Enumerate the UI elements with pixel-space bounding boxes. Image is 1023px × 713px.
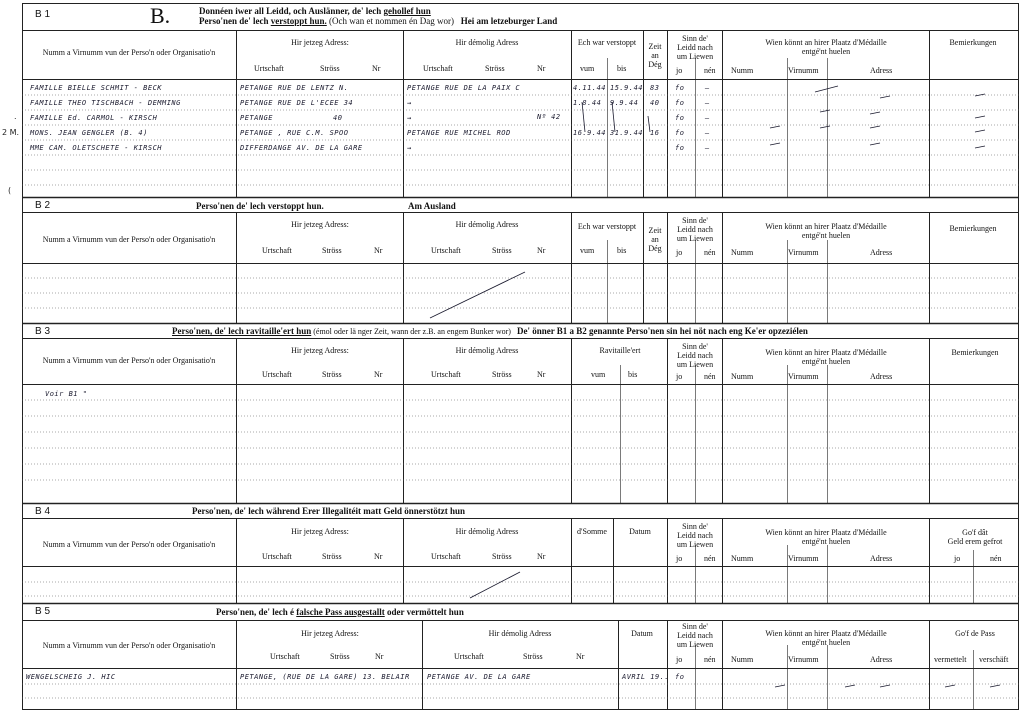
b1-row-4-no: — xyxy=(705,129,710,137)
b3-sub-yes: jo xyxy=(676,372,683,381)
b1-sub-address: Adress xyxy=(870,66,893,75)
b2-col-medal-1: Wien könnt an hirer Plaatz d'Médaille xyxy=(765,222,887,231)
b3-col-current-address: Hir jetzeg Adress: xyxy=(291,346,349,355)
b1-row-2-days: 40 xyxy=(650,99,660,107)
b1-row-3-current: PETANGE xyxy=(240,114,274,122)
b2-sub-nr-2: Nr xyxy=(537,246,546,255)
b1-row-4-name: MONS. JEAN GENGLER (B. 4) xyxy=(30,129,148,137)
b2-sub-place-2: Urtschaft xyxy=(431,246,461,255)
b5-col-current-address: Hir jetzeg Adress: xyxy=(301,629,359,638)
b5-col-demolished-address: Hir démolig Adress xyxy=(488,629,552,638)
b4-col-sum: d'Somme xyxy=(577,527,607,536)
b5-sub-vermettelt: vermettelt xyxy=(934,655,967,664)
margin-mark-1: 2 M. xyxy=(2,128,20,137)
b1-col-time-1: Zeit xyxy=(648,42,662,51)
b2-sub-place: Urtschaft xyxy=(262,246,292,255)
b5-row-current: PETANGE, (RUE DE LA GARE) 13. BELAIR xyxy=(240,673,410,681)
b1-row-1-demolished: PETANGE RUE DE LA PAIX C xyxy=(407,84,521,92)
b1-sub-from: vum xyxy=(580,64,595,73)
b5-row-yes: fo xyxy=(675,673,685,681)
b4-diagonal-strike xyxy=(470,572,520,598)
b5-col-medal-2: entgé'nt huelen xyxy=(801,638,851,647)
b4-col-medal-1: Wien könnt an hirer Plaatz d'Médaille xyxy=(765,528,887,537)
b1-sub-virnumm: Virnumm xyxy=(788,66,819,75)
b1-row-2-from: 1.8.44 xyxy=(573,99,602,107)
b1-row-4-from: 16.9.44 xyxy=(573,129,607,137)
b5-row-demolished: PETANGE AV. DE LA GARE xyxy=(427,673,531,681)
b1-sub-nr: Nr xyxy=(372,64,381,73)
b1-col-lost-3: um Liewen xyxy=(676,52,714,61)
margin-mark-3: . xyxy=(14,112,17,121)
b1-row-3-nr: 40 xyxy=(333,114,343,122)
b5-col-lost-2: Leidd nach xyxy=(677,631,713,640)
b1-row-1-days: 83 xyxy=(650,84,660,92)
b2-col-medal-2: entgé'nt huelen xyxy=(801,231,851,240)
margin-mark-2: ( xyxy=(8,186,12,195)
b2-col-current-address: Hir jetzeg Adress: xyxy=(291,220,349,229)
b1-row-5-yes: fo xyxy=(675,144,685,152)
b1-dem-nr-mark: Nº 42 xyxy=(537,113,561,121)
b1-row-4-current: PETANGE , RUE C.M. SPOO xyxy=(240,129,349,137)
b3-sub-nr: Nr xyxy=(374,370,383,379)
b4-sub-nr: Nr xyxy=(374,552,383,561)
b4-col-money-2: Geld erem gefrot xyxy=(947,537,1003,546)
b3-col-medal-1: Wien könnt an hirer Plaatz d'Médaille xyxy=(765,348,887,357)
b1-row-3-no: — xyxy=(705,114,710,122)
b5-col-medal-1: Wien könnt an hirer Plaatz d'Médaille xyxy=(765,629,887,638)
b4-col-lost-1: Sinn de' xyxy=(682,522,708,531)
b3-sub-no: nén xyxy=(704,372,716,381)
b3-sub-street-2: Ströss xyxy=(492,370,512,379)
b2-sub-numm: Numm xyxy=(731,248,754,257)
b1-sub-place-2: Urtschaft xyxy=(423,64,453,73)
b2-col-lost-2: Leidd nach xyxy=(677,225,713,234)
b2-title: Perso'nen de' lech verstoppt hun. xyxy=(196,201,324,211)
b1-col-medal-1: Wien könnt an hirer Plaatz d'Médaille xyxy=(765,38,887,47)
b1-row-2-no: — xyxy=(705,99,710,107)
b1-row-3-demolished: → xyxy=(407,114,412,122)
b5-section-id: B 5 xyxy=(35,606,51,617)
b3-sub-street: Ströss xyxy=(322,370,342,379)
b4-sub-yes-2: jo xyxy=(954,554,961,563)
b1-row-5-no: — xyxy=(705,144,710,152)
b2-sub-nr: Nr xyxy=(374,246,383,255)
b5-row-date: AVRIL 19.. xyxy=(622,673,670,681)
b1-col-medal-2: entgé'nt huelen xyxy=(801,47,851,56)
b1-sub-yes: jo xyxy=(676,66,683,75)
b4-col-demolished-address: Hir démolig Adress xyxy=(455,527,519,536)
b2-col-lost-1: Sinn de' xyxy=(682,216,708,225)
b5-sub-address: Adress xyxy=(870,655,893,664)
b4-title: Perso'nen, de' lech während Erer Illegalitéit matt Geld önnerstötzt hun xyxy=(192,506,465,516)
b5-sub-yes: jo xyxy=(676,655,683,664)
b2-title-location: Am Ausland xyxy=(408,201,456,211)
b4-sub-street-2: Ströss xyxy=(492,552,512,561)
b1-sub-numm: Numm xyxy=(731,66,754,75)
b3-col-lost-2: Leidd nach xyxy=(677,351,713,360)
b3-sub-virnumm: Virnumm xyxy=(788,372,819,381)
b1-col-lost-2: Leidd nach xyxy=(677,43,713,52)
b1-row-1-current: PETANGE RUE DE LENTZ N. xyxy=(240,84,349,92)
b4-sub-place-2: Urtschaft xyxy=(431,552,461,561)
b2-col-hidden: Ech war verstoppt xyxy=(577,222,637,231)
b2-sub-virnumm: Virnumm xyxy=(788,248,819,257)
b3-col-ravit: Ravitaille'ert xyxy=(599,346,641,355)
b2-col-time-2: an xyxy=(651,235,659,244)
b5-sub-nr-2: Nr xyxy=(576,652,585,661)
b3-col-medal-2: entgé'nt huelen xyxy=(801,357,851,366)
b1-row-1-no: — xyxy=(705,84,710,92)
b5-sub-numm: Numm xyxy=(731,655,754,664)
b5-sub-street-2: Ströss xyxy=(523,652,543,661)
b1-row-3-name: FAMILLE Ed. CARMOL - KIRSCH xyxy=(30,114,158,122)
b5-sub-place-2: Urtschaft xyxy=(454,652,484,661)
b1-sub-place: Urtschaft xyxy=(254,64,284,73)
b1-section-id: B 1 xyxy=(35,9,51,20)
b3-sub-place-2: Urtschaft xyxy=(431,370,461,379)
b4-sub-address: Adress xyxy=(870,554,893,563)
b3-sub-from: vum xyxy=(591,370,606,379)
b4-sub-yes: jo xyxy=(676,554,683,563)
b1-row-5-demolished: → xyxy=(407,144,412,152)
b5-col-lost-1: Sinn de' xyxy=(682,622,708,631)
b1-col-hidden: Ech war verstoppt xyxy=(577,38,637,47)
b2-sub-yes: jo xyxy=(676,248,683,257)
b2-col-demolished-address: Hir démolig Adress xyxy=(455,220,519,229)
b1-row-3-yes: fo xyxy=(675,114,685,122)
b2-col-time-1: Zeit xyxy=(648,226,662,235)
b5-sub-street: Ströss xyxy=(330,652,350,661)
b2-col-remarks: Bemierkungen xyxy=(949,224,997,233)
b5-sub-no: nén xyxy=(704,655,716,664)
b1-sub-to: bis xyxy=(617,64,627,73)
b3-sub-place: Urtschaft xyxy=(262,370,292,379)
b3-section-id: B 3 xyxy=(35,326,51,337)
b1-row-4-to: 31.9.44 xyxy=(610,129,644,137)
b3-sub-numm: Numm xyxy=(731,372,754,381)
b1-row-4-days: 16 xyxy=(650,129,660,137)
b5-col-pass: Go'f de Pass xyxy=(955,629,995,638)
b4-col-date: Datum xyxy=(629,527,651,536)
b2-col-name: Numm a Virnumm vun der Perso'n oder Organisatio'n xyxy=(42,235,216,244)
b2-diagonal-strike xyxy=(430,272,525,318)
b5-col-date: Datum xyxy=(631,629,653,638)
b3-title: Perso'nen, de' lech ravitaille'ert hun (émol oder lä nger Zeit, wann der z.B. an engem Bunker wor) De' önner B1 a B2 genannte Perso'nen sin hei nöt nach eng Ke'er opzeziélen xyxy=(172,326,808,336)
b4-sub-no: nén xyxy=(704,554,716,563)
b4-sub-nr-2: Nr xyxy=(537,552,546,561)
b1-row-1-name: FAMILLE BIELLE SCHMIT - BECK xyxy=(30,84,163,92)
b1-row-2-name: FAMILLE THEO TISCHBACH - DEMMING xyxy=(30,99,181,107)
b1-col-lost-1: Sinn de' xyxy=(682,34,708,43)
b1-col-current-address: Hir jetzeg Adress: xyxy=(291,38,349,47)
b4-sub-street: Ströss xyxy=(322,552,342,561)
b1-col-demolished-address: Hir démolig Adress xyxy=(455,38,519,47)
b3-col-demolished-address: Hir démolig Adress xyxy=(455,346,519,355)
b2-sub-street-2: Ströss xyxy=(492,246,512,255)
b1-col-time-3: Dég xyxy=(648,60,662,69)
b1-row-5-current: DIFFERDANGE AV. DE LA GARE xyxy=(240,144,363,152)
form-letter: B. xyxy=(150,3,171,28)
b5-title: Perso'nen, de' lech é falsche Pass ausgestallt oder vermöttelt hun xyxy=(216,607,464,617)
b2-sub-street: Ströss xyxy=(322,246,342,255)
b3-col-lost-3: um Liewen xyxy=(676,360,714,369)
b1-row-1-yes: fo xyxy=(675,84,685,92)
b1-col-time-2: an xyxy=(651,51,659,60)
b1-row-2-to: 9.9.44 xyxy=(610,99,639,107)
b1-row-1-from: 4.11.44 xyxy=(573,84,607,92)
b1-sub-nr-2: Nr xyxy=(537,64,546,73)
b1-row-2-current: PETANGE RUE DE L'ECEE 34 xyxy=(240,99,354,107)
b3-handwritten-note: Voir B1 " xyxy=(45,390,88,398)
b2-section-id: B 2 xyxy=(35,200,51,211)
b4-sub-no-2: nén xyxy=(990,554,1002,563)
b2-sub-address: Adress xyxy=(870,248,893,257)
b1-row-2-demolished: → xyxy=(407,99,412,107)
b3-sub-to: bis xyxy=(628,370,638,379)
b1-sub-street-2: Ströss xyxy=(485,64,505,73)
b2-sub-to: bis xyxy=(617,246,627,255)
b3-col-remarks: Bemierkungen xyxy=(951,348,999,357)
b1-row-2-yes: fo xyxy=(675,99,685,107)
b3-sub-nr-2: Nr xyxy=(537,370,546,379)
b4-col-name: Numm a Virnumm vun der Perso'n oder Organisatio'n xyxy=(42,540,216,549)
b4-sub-place: Urtschaft xyxy=(262,552,292,561)
b1-col-remarks: Bemierkungen xyxy=(949,38,997,47)
b5-col-lost-3: um Liewen xyxy=(676,640,714,649)
b4-col-money-1: Go'f dât xyxy=(962,528,988,537)
b3-col-name: Numm a Virnumm vun der Perso'n oder Organisatio'n xyxy=(42,356,216,365)
b1-title-line1: Donnéen iwer all Leidd, och Auslänner, de' lech gehollef hun xyxy=(199,6,431,16)
b3-col-lost-1: Sinn de' xyxy=(682,342,708,351)
b1-row-5-name: MME CAM. OLETSCHETE - KIRSCH xyxy=(30,144,163,152)
b1-title-line2: Perso'nen de' lech verstoppt hun. (Och wan et nommen én Dag wor) Hei am letzeburger Land xyxy=(199,16,558,26)
b1-row-4-yes: fo xyxy=(675,129,685,137)
b3-sub-address: Adress xyxy=(870,372,893,381)
b5-sub-place: Urtschaft xyxy=(270,652,300,661)
b1-row-4-demolished: PETANGE RUE MICHEL ROD xyxy=(407,129,511,137)
b4-sub-virnumm: Virnumm xyxy=(788,554,819,563)
b2-col-time-3: Dég xyxy=(648,244,662,253)
b1-sub-street: Ströss xyxy=(320,64,340,73)
b1-col-name: Numm a Virnumm vun der Perso'n oder Organisatio'n xyxy=(42,48,216,57)
b2-sub-no: nén xyxy=(704,248,716,257)
b5-sub-verschaft: verschäft xyxy=(979,655,1009,664)
b2-sub-from: vum xyxy=(580,246,595,255)
b1-sub-no: nén xyxy=(704,66,716,75)
b4-section-id: B 4 xyxy=(35,506,51,517)
b5-col-name: Numm a Virnumm vun der Perso'n oder Organisatio'n xyxy=(42,641,216,650)
b4-col-lost-3: um Liewen xyxy=(676,540,714,549)
b2-col-lost-3: um Liewen xyxy=(676,234,714,243)
b5-sub-nr: Nr xyxy=(375,652,384,661)
b1-row-1-to: 15.9.44 xyxy=(610,84,644,92)
b4-col-current-address: Hir jetzeg Adress: xyxy=(291,527,349,536)
b4-col-lost-2: Leidd nach xyxy=(677,531,713,540)
b4-col-medal-2: entgé'nt huelen xyxy=(801,537,851,546)
b5-row-name: WENGELSCHEIG J. HIC xyxy=(26,673,116,681)
b4-sub-numm: Numm xyxy=(731,554,754,563)
b5-sub-virnumm: Virnumm xyxy=(788,655,819,664)
